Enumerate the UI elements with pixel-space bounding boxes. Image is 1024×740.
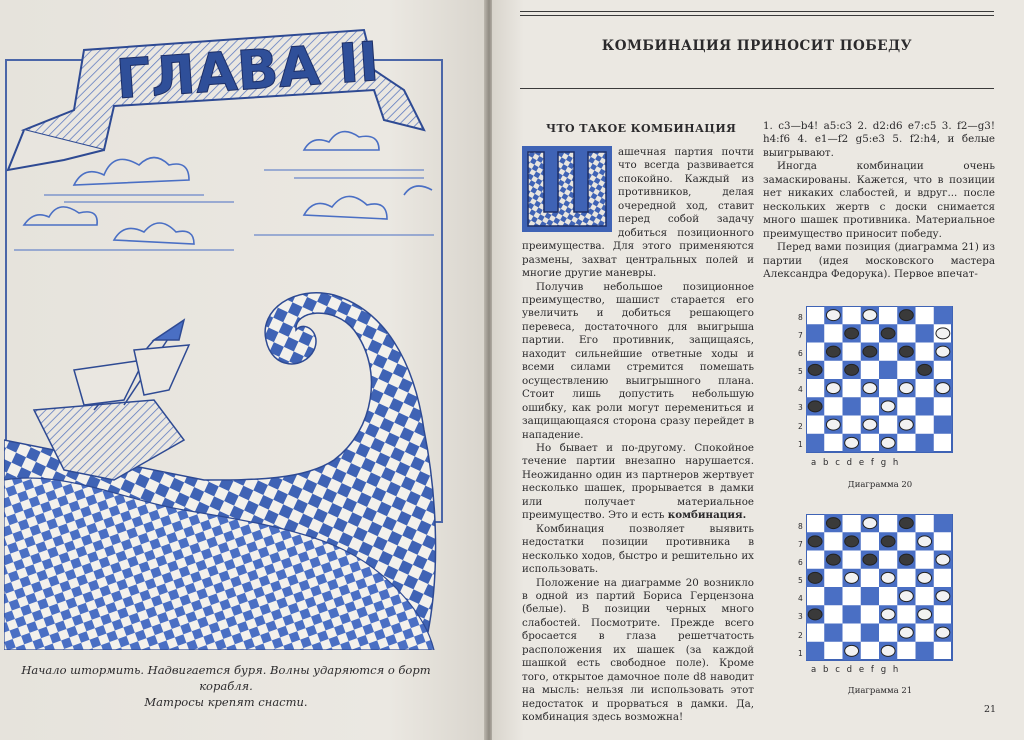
black-checker [863,346,877,357]
diagram-20-rank-labels [798,309,803,454]
ship-wave-illustration [4,10,452,650]
black-checker [826,554,840,565]
rank-label: 7 [798,331,803,341]
dark-square [824,624,842,642]
dark-square [916,397,934,415]
paragraph-5: Положение на диаграмме 20 возникло в одной из партий Бориса Герцензона (белые). В позиции черных много слабостей. Посмотрите. Прежде всего бросается в глаза решетчатость расположения их шашек (за каждой шашкой есть свободное поле). Кроме того, открытое дамочное поле d8 наводит на мысль: нельзя ли использовать этот недостаток и прорваться в дамки. Да, комбинация здесь возможна! [522,576,754,724]
white-checker [881,609,895,620]
black-checker [918,364,932,375]
dark-square [934,306,952,324]
rank-label: 7 [798,540,803,550]
rank-label: 2 [798,630,803,640]
rank-label: 4 [798,594,803,604]
paragraph-col2-2: Иногда комбинации очень замаскированы. Кажется, что в позиции нет никаких слабостей, и вдруг... после нескольких жертв с доски снимается много шашек противника. Материальное преимущество приносит победу. [763,160,995,240]
dropcap-sha [522,146,612,232]
white-checker [936,328,950,339]
rank-label: 6 [798,558,803,568]
dark-square [934,416,952,434]
move-notation: 1. с3—b4! а5:с3 2. d2:d6 е7:с5 3. f2—g3! h4:f6 4. е1—f2 g5:е3 5. f2:h4, и белые выигрывают. [763,120,995,159]
black-checker [899,310,913,321]
rank-label: 1 [798,439,803,449]
diagram-20-board [806,306,954,464]
white-checker [899,419,913,430]
black-checker [845,364,859,375]
dark-square [806,324,824,342]
black-checker [863,554,877,565]
black-checker [826,518,840,529]
diagram-20-caption: Диаграмма 20 [847,480,913,490]
diagram-21-caption: Диаграмма 21 [847,686,913,696]
rank-label: 8 [798,313,803,322]
term-combination: комбинация. [667,509,747,522]
chapter-banner-text: ГЛАВА II [114,29,381,112]
page-number: 21 [984,704,997,715]
white-checker [899,591,913,602]
rank-label: 3 [798,403,803,413]
black-checker [881,328,895,339]
white-checker [881,572,895,583]
rank-label: 8 [798,522,803,531]
white-checker [881,645,895,656]
dark-square [861,587,879,605]
black-checker [899,554,913,565]
white-checker [899,627,913,638]
white-checker [918,609,932,620]
dark-square [843,397,861,415]
section-title: ЧТО ТАКОЕ КОМБИНАЦИЯ [546,122,737,135]
diagram-21-board [806,514,954,668]
dark-square [824,587,842,605]
dark-square [916,642,934,660]
chapter-illustration [4,10,452,650]
black-checker [845,328,859,339]
white-checker [918,572,932,583]
white-checker [845,437,859,448]
caption-line-2: Матросы крепят снасти. [144,695,308,709]
dark-square [843,605,861,623]
white-checker [863,419,877,430]
rank-label: 3 [798,612,803,622]
page-header-title: КОМБИНАЦИЯ ПРИНОСИТ ПОБЕДУ [601,38,913,54]
white-checker [936,554,950,565]
diagram-20-file-labels: abcdefgh [811,458,906,468]
dark-square [879,361,897,379]
white-checker [826,383,840,394]
dark-square [806,434,824,452]
white-checker [881,401,895,412]
black-checker [899,518,913,529]
black-checker [808,536,822,547]
white-checker [936,346,950,357]
dark-square [916,434,934,452]
black-checker [881,536,895,547]
paragraph-3-text: Но бывает и по-другому. Спокойное течение партии внезапно нарушается. Неожиданно один из партнеров жертвует несколько шашек, прорывается в дамки или получает материальное преимущество. Это и есть [522,441,754,522]
text-column-1 [522,146,754,724]
rank-label: 4 [798,385,803,395]
white-checker [936,383,950,394]
paragraph-intro: ашечная партия почти что всегда развивается спокойно. Каждый из противников, делая очередной ход, ставит перед собой задачу добиться позиционного преимущества. Для этого применяются размены, захват центральных полей и многие другие маневры. [522,146,754,280]
paragraph-col2-3: Перед вами позиция (диаграмма 21) из партии (идея московского мастера Александра Федорука). Первое впечат- [763,241,995,280]
dark-square [934,514,952,532]
diagram-21-file-labels: abcdefgh [811,665,906,675]
white-checker [863,383,877,394]
white-checker [845,572,859,583]
dark-square [861,624,879,642]
white-checker [826,310,840,321]
rank-label: 1 [798,648,803,658]
black-checker [845,536,859,547]
rank-label: 5 [798,367,803,377]
dark-square [916,324,934,342]
paragraph-3 [522,442,754,523]
white-checker [845,645,859,656]
black-checker [826,346,840,357]
header-rule-top-2 [520,15,994,16]
black-checker [808,401,822,412]
rank-label: 6 [798,349,803,359]
black-checker [899,346,913,357]
white-checker [899,383,913,394]
white-checker [918,536,932,547]
diagram-21-rank-labels [798,518,803,663]
header-rule-bottom [520,88,994,89]
white-checker [863,310,877,321]
white-checker [936,591,950,602]
black-checker [808,572,822,583]
paragraph-2: Получив небольшое позиционное преимущество, шашист старается его увеличить и добиться решающего перевеса, достаточного для выигрыша партии. Его противник, защищаясь, находит сильнейшие ответные ходы и всеми силами стремится помешать осуществлению выигрышного плана. Стоит лишь допустить небольшую ошибку, как роли могут перемениться и защищающаяся сторона сразу перейдет в нападение. [522,280,754,441]
illustration-caption [0,662,452,710]
black-checker [808,364,822,375]
white-checker [863,518,877,529]
rank-label: 5 [798,576,803,586]
white-checker [881,437,895,448]
dark-square [806,642,824,660]
white-checker [936,627,950,638]
paragraph-4: Комбинация позволяет выявить недостатки позиции противника в несколько ходов, быстро и решительно их использовать. [522,522,754,576]
text-column-2 [763,120,995,281]
header-rule-top [520,11,994,12]
caption-line-1: Начало штормить. Надвигается буря. Волны ударяются о борт корабля. [21,663,431,693]
black-checker [808,609,822,620]
rank-label: 2 [798,421,803,431]
white-checker [826,419,840,430]
